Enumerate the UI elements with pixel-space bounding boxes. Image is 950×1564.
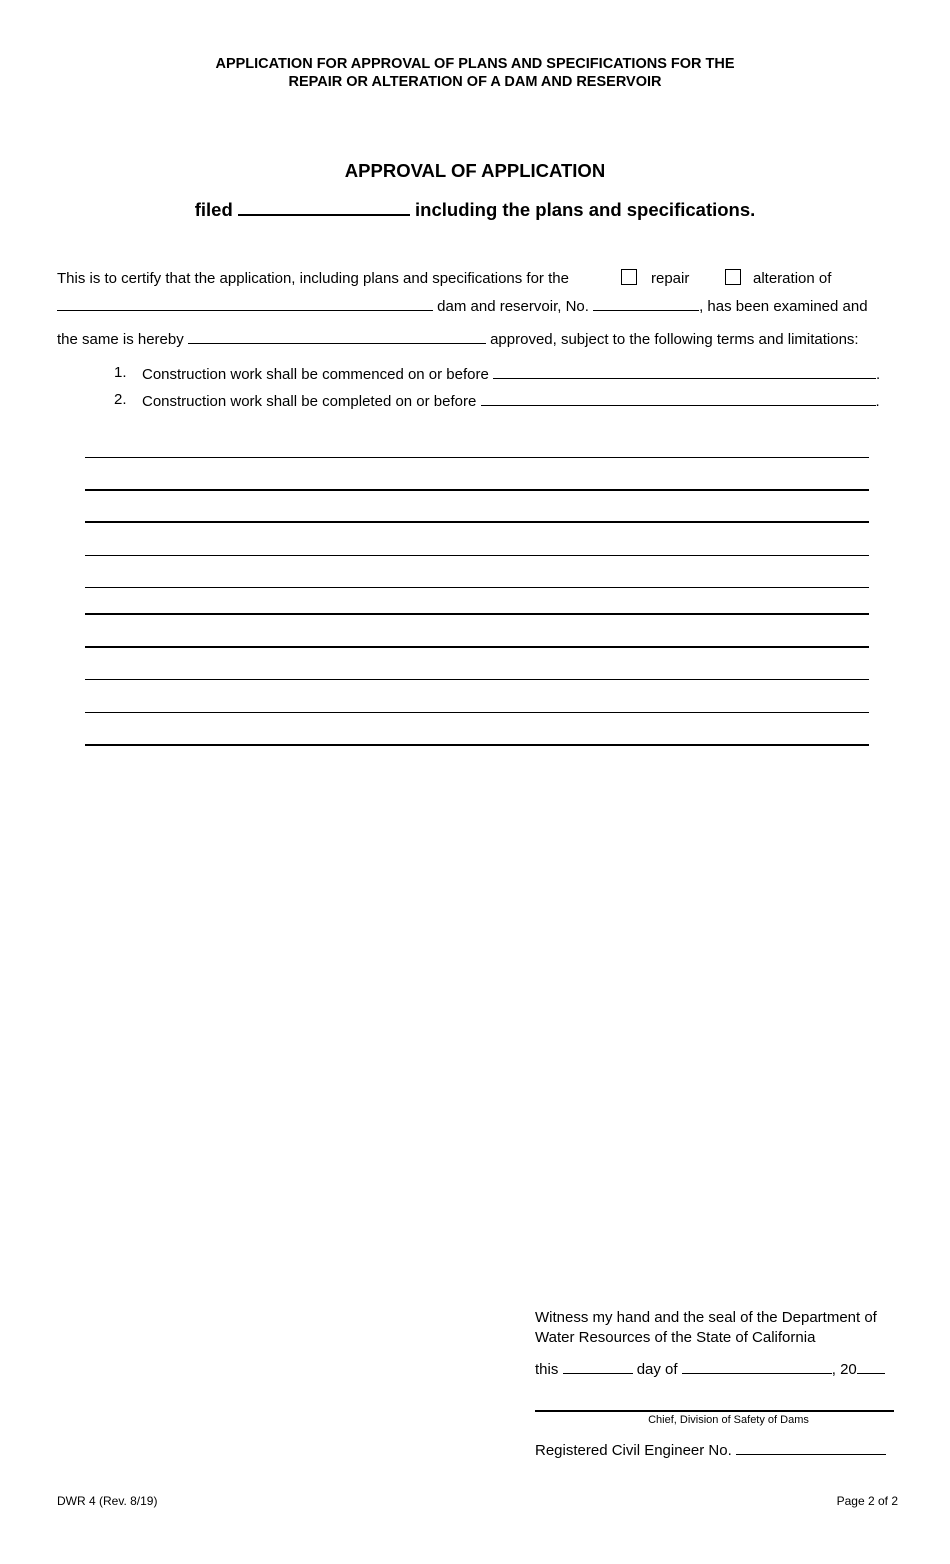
dam-name-field[interactable] <box>57 296 433 311</box>
chief-caption: Chief, Division of Safety of Dams <box>648 1414 809 1426</box>
dam-line <box>57 296 868 315</box>
alteration-label: alteration of <box>753 270 832 287</box>
term-1: Construction work shall be commenced on or before . <box>142 366 881 383</box>
term-text-2: Construction work shall be completed on or before <box>142 393 477 410</box>
additional-terms-line[interactable] <box>85 744 869 746</box>
alteration-checkbox[interactable] <box>725 269 741 285</box>
complete-date-field[interactable] <box>481 391 876 406</box>
additional-terms-line[interactable] <box>85 613 869 615</box>
term-2: Construction work shall be completed on or before . <box>142 393 880 410</box>
additional-terms-line[interactable] <box>85 587 869 588</box>
page-number: Page 2 of 2 <box>836 1494 898 1508</box>
engineer-line <box>535 1440 886 1459</box>
hereby-text: the same is hereby <box>57 331 184 348</box>
filed-suffix: including the plans and specifications. <box>415 199 756 220</box>
day-of-label: day of <box>636 1361 678 1378</box>
additional-terms-line[interactable] <box>85 646 869 648</box>
term-number-1: 1. <box>114 364 127 381</box>
hereby-line <box>57 329 859 348</box>
additional-terms-line[interactable] <box>85 457 869 458</box>
witness-line-1: Witness my hand and the seal of the Department of <box>535 1309 877 1326</box>
repair-checkbox[interactable] <box>621 269 637 285</box>
year-field[interactable] <box>857 1359 885 1374</box>
examined-text: , has been examined and <box>699 298 868 315</box>
additional-terms-line[interactable] <box>85 521 869 523</box>
form-id: DWR 4 (Rev. 8/19) <box>57 1494 158 1508</box>
this-label: this <box>535 1361 559 1378</box>
form-header-line-2: REPAIR OR ALTERATION OF A DAM AND RESERVOIR <box>288 74 662 90</box>
year-prefix: , 20 <box>831 1361 857 1378</box>
signature-line[interactable] <box>535 1410 894 1412</box>
engineer-number-field[interactable] <box>736 1440 886 1455</box>
approved-text: approved, subject to the following terms and limitations: <box>490 331 859 348</box>
day-field[interactable] <box>563 1359 633 1374</box>
dam-reservoir-text: dam and reservoir, No. <box>437 298 589 315</box>
filed-line <box>0 196 950 221</box>
commence-date-field[interactable] <box>493 364 876 379</box>
signing-date-line <box>535 1359 885 1378</box>
certify-intro: This is to certify that the application, including plans and specifications for the <box>57 270 569 287</box>
approval-type-field[interactable] <box>188 329 486 344</box>
additional-terms-line[interactable] <box>85 679 869 680</box>
repair-label: repair <box>651 270 690 287</box>
engineer-label: Registered Civil Engineer No. <box>535 1442 732 1459</box>
filed-prefix: filed <box>194 199 233 220</box>
additional-terms-line[interactable] <box>85 489 869 491</box>
filed-date-field[interactable] <box>238 196 410 216</box>
approval-title: APPROVAL OF APPLICATION <box>344 160 606 181</box>
term-text-1: Construction work shall be commenced on or before <box>142 366 489 383</box>
form-header-line-1: APPLICATION FOR APPROVAL OF PLANS AND SPECIFICATIONS FOR THE <box>215 56 735 72</box>
dam-number-field[interactable] <box>593 296 699 311</box>
additional-terms-line[interactable] <box>85 712 869 713</box>
term-number-2: 2. <box>114 391 127 408</box>
month-field[interactable] <box>682 1359 832 1374</box>
witness-line-2: Water Resources of the State of California <box>535 1329 816 1346</box>
additional-terms-line[interactable] <box>85 555 869 556</box>
